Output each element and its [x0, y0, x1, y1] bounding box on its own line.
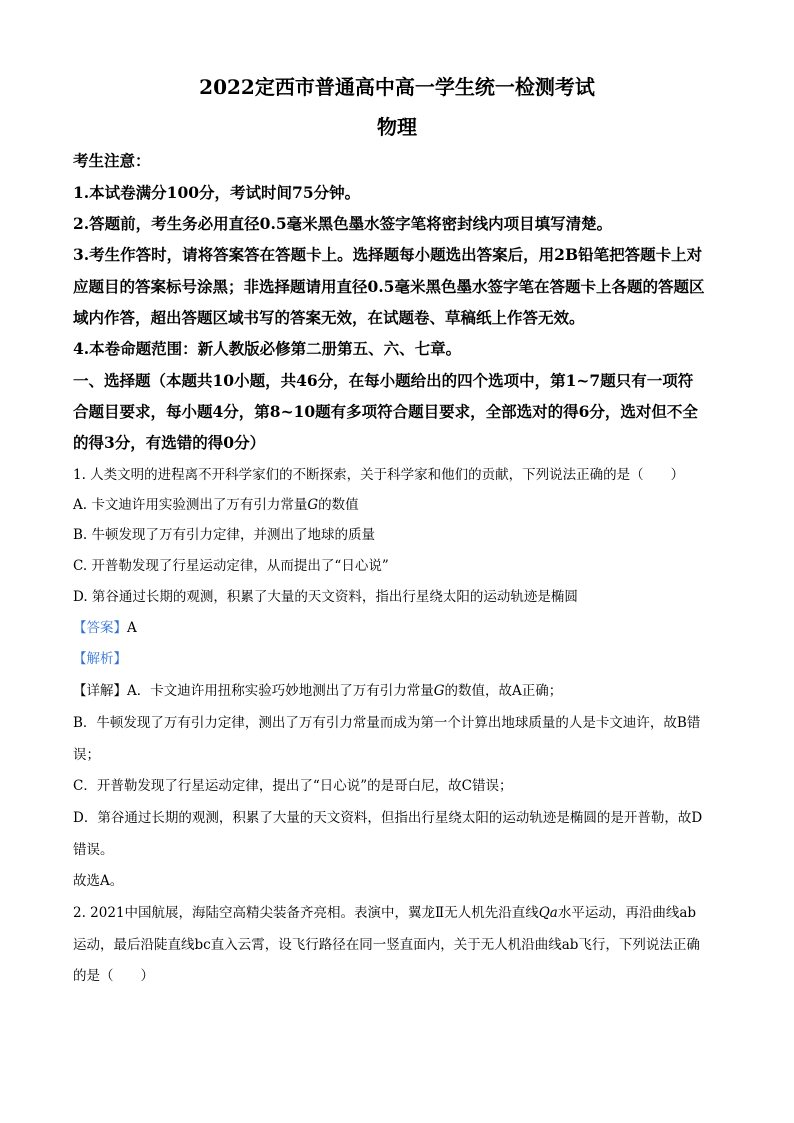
- analysis-tag: 【解析】: [73, 651, 127, 667]
- q1-conclusion: 故选A。: [73, 873, 124, 889]
- q1-detail-a: [73, 681, 733, 701]
- q1-option-a-var: G: [307, 497, 319, 513]
- q1-option-a: [73, 495, 733, 515]
- section-heading-line-3: 的得3分，有选错的得0分）: [73, 433, 266, 452]
- q2-line1-text: 2. 2021中国航展，海陆空高精尖装备齐亮相。表演中，翼龙Ⅱ无人机先沿直线: [73, 905, 539, 921]
- q2-stem-line-1: [73, 903, 733, 923]
- notice-heading: 考生注意：: [73, 151, 151, 170]
- q1-detail-d-line-1: D．第谷通过长期的观测，积累了大量的天文资料，但指出行星绕太阳的运动轨迹是椭圆的是开普勒，故D: [73, 810, 703, 826]
- notice-item-2: 2.答题前，考生务必用直径0.5毫米黑色墨水签字笔将密封线内项目填写清楚。: [73, 214, 613, 233]
- detail-a-var: G: [433, 683, 445, 699]
- answer-value: A: [127, 620, 137, 636]
- q1-option-a-tail: 的数值: [318, 497, 359, 513]
- section-heading-line-2: 合题目要求，每小题4分，第8~10题有多项符合题目要求，全部选对的得6分，选对但不全: [73, 402, 698, 421]
- exam-subject: 物理: [377, 115, 417, 139]
- q1-option-d: D. 第谷通过长期的观测，积累了大量的天文资料，指出行星绕太阳的运动轨迹是椭圆: [73, 589, 578, 605]
- q2-stem-line-3: 的是（ ）: [73, 968, 154, 984]
- exam-title: 2022定西市普通高中高一学生统一检测考试: [199, 75, 595, 99]
- answer-tag: 【答案】: [73, 620, 127, 636]
- detail-tag: 【详解】: [73, 683, 127, 699]
- q1-option-a-text: A. 卡文迪许用实验测出了万有引力常量: [73, 497, 308, 513]
- q1-stem: 1. 人类文明的进程离不开科学家们的不断探索，关于科学家和他们的贡献，下列说法正确的是（ ）: [73, 467, 685, 483]
- detail-a-text: A．卡文迪许用扭称实验巧妙地测出了万有引力常量: [127, 683, 434, 699]
- notice-item-3c: 域内作答，超出答题区域书写的答案无效，在试题卷、草稿纸上作答无效。: [73, 308, 585, 327]
- section-heading-line-1: 一、选择题（本题共10小题，共46分，在每小题给出的四个选项中，第1~7题只有一项符: [73, 371, 694, 390]
- q1-detail-d-line-2: 错误。: [73, 842, 114, 858]
- detail-a-tail: 的数值，故A正确；: [444, 683, 563, 699]
- q1-option-c: C. 开普勒发现了行星运动定律，从而提出了“日心说”: [73, 558, 389, 574]
- q1-detail-c: C．开普勒发现了行星运动定律，提出了“日心说”的是哥白尼，故C错误；: [73, 778, 513, 794]
- q1-option-b: B. 牛顿发现了万有引力定律，并测出了地球的质量: [73, 527, 376, 543]
- q2-line1-tail: 水平运动，再沿曲线ab: [557, 905, 697, 921]
- notice-item-1: 1.本试卷满分100分，考试时间75分钟。: [73, 183, 361, 202]
- q1-answer: [73, 618, 733, 638]
- q1-detail-b-line-2: 误；: [73, 747, 100, 763]
- notice-item-3a: 3.考生作答时，请将答案答在答题卡上。选择题每小题选出答案后，用2B铅笔把答题卡上对: [73, 245, 703, 264]
- q1-detail-b-line-1: B．牛顿发现了万有引力定律，测出了万有引力常量而成为第一个计算出地球质量的人是卡文迪许，故B错: [73, 715, 701, 731]
- notice-item-3b: 应题目的答案标号涂黑；非选择题请用直径0.5毫米黑色墨水签字笔在答题卡上各题的答题区: [73, 277, 705, 296]
- notice-item-4: 4.本卷命题范围：新人教版必修第二册第五、六、七章。: [73, 339, 462, 358]
- q2-stem-line-2: 运动，最后沿陡直线bc直入云霄，设飞行路径在同一竖直面内，关于无人机沿曲线ab飞行，下列说法正确: [73, 937, 700, 953]
- q2-line1-var: Qa: [538, 905, 558, 921]
